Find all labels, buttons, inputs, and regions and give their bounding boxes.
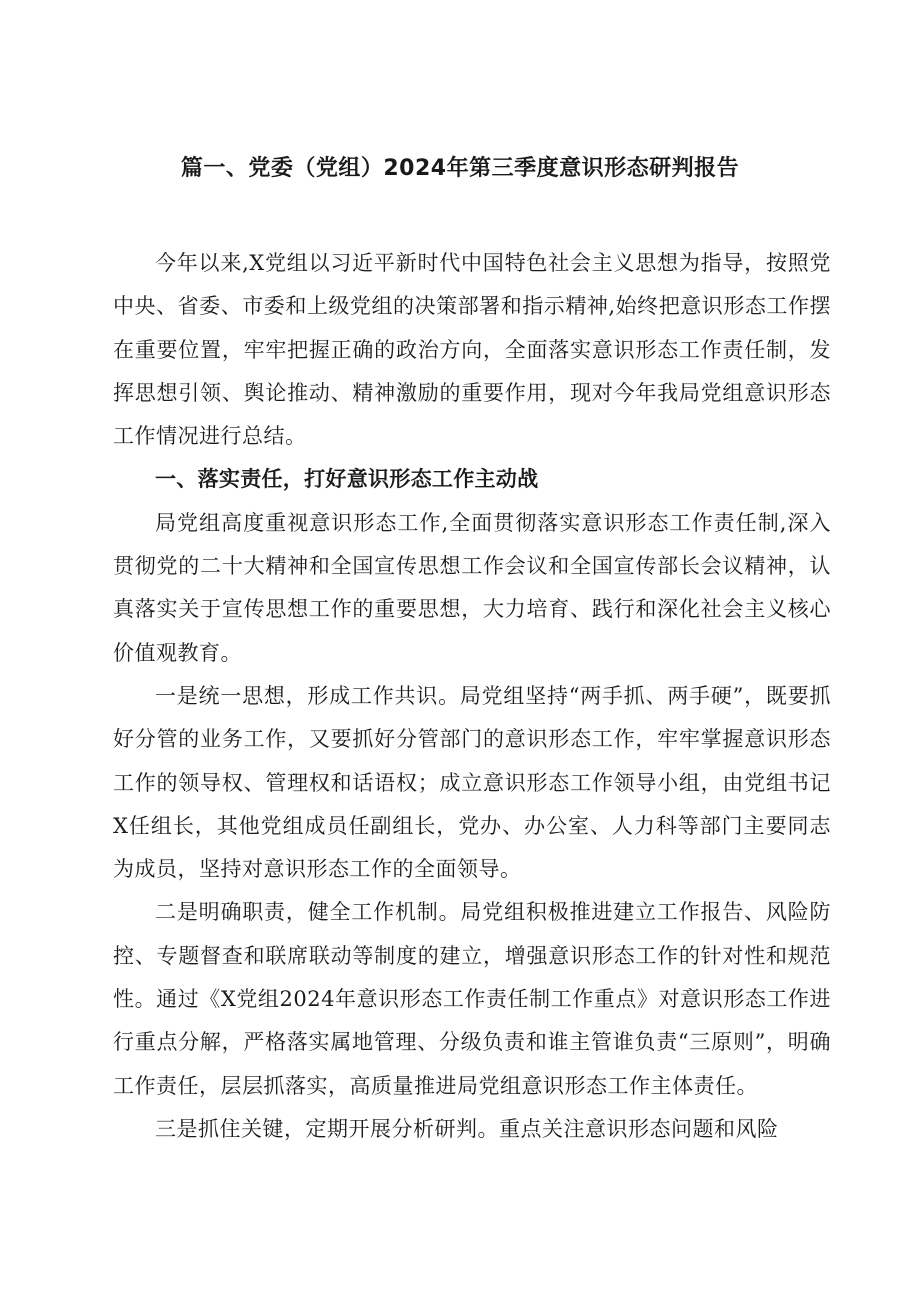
paragraph-point-3: 三是抓住关键，定期开展分析研判。重点关注意识形态问题和风险 xyxy=(155,1116,779,1141)
section-heading-1: 一、落实责任，打好意识形态工作主动战 xyxy=(155,467,539,492)
paragraph-intro: 今年以来,X党组以习近平新时代中国特色社会主义思想为指导，按照党中央、省委、市委和上级党组的决策部署和指示精神,始终把意识形态工作摆在重要位置，牢牢把握正确的政治方向，全面落实意识形态工作责任制，发挥思想引领、舆论推动、精神激励的重要作用，现对今年我局党组意识形态工作情况进行总结。 xyxy=(113,251,831,449)
document-title: 篇一、党委（党组）2024年第三季度意识形态研判报告 xyxy=(180,156,740,181)
paragraph-section-intro: 局党组高度重视意识形态工作,全面贯彻落实意识形态工作责任制,深入贯彻党的二十大精神和全国宣传思想工作会议和全国宣传部长会议精神，认真落实关于宣传思想工作的重要思想，大力培育、践行和深化社会主义核心价值观教育。 xyxy=(113,510,831,665)
paragraph-point-2: 二是明确职责，健全工作机制。局党组积极推进建立工作报告、风险防控、专题督查和联席联动等制度的建立，增强意识形态工作的针对性和规范性。通过《X党组2024年意识形态工作责任制工作重点》对意识形态工作进行重点分解，严格落实属地管理、分级负责和谁主管谁负责“三原则”，明确工作责任，层层抓落实，高质量推进局党组意识形态工作主体责任。 xyxy=(113,900,831,1098)
paragraph-point-1: 一是统一思想，形成工作共识。局党组坚持“两手抓、两手硬”，既要抓好分管的业务工作，又要抓好分管部门的意识形态工作，牢牢掌握意识形态工作的领导权、管理权和话语权；成立意识形态工作领导小组，由党组书记X任组长，其他党组成员任副组长，党办、办公室、人力科等部门主要同志为成员，坚持对意识形态工作的全面领导。 xyxy=(113,683,831,882)
document-body xyxy=(113,242,831,1151)
